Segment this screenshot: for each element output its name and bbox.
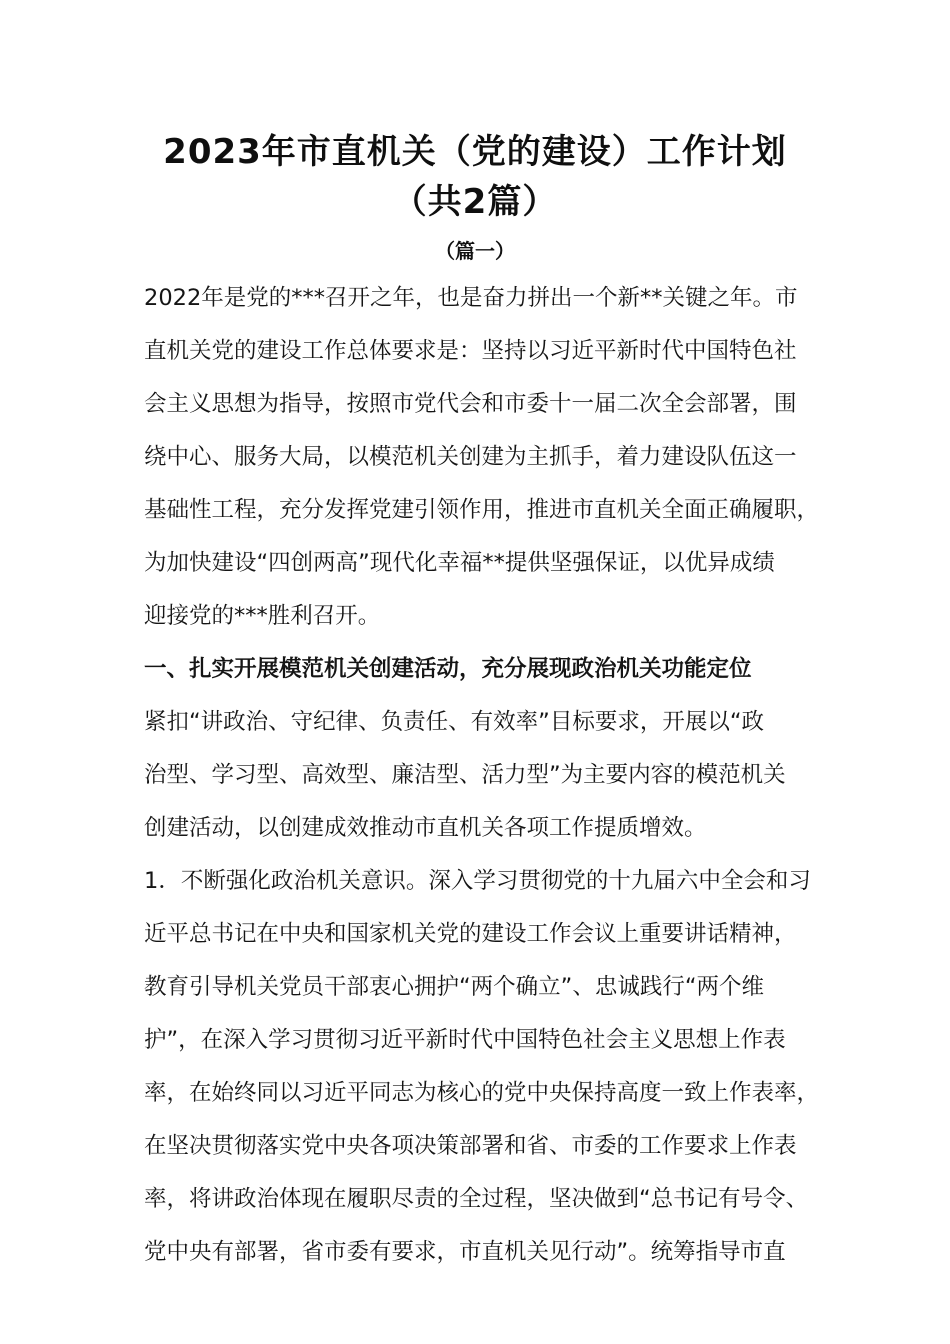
- paragraph-line: 2022年是党的***召开之年，也是奋力拼出一个新**关键之年。市: [144, 285, 798, 311]
- paragraph-line: 会主义思想为指导，按照市党代会和市委十一届二次全会部署，围: [144, 391, 797, 417]
- paragraph-line: 创建活动，以创建成效推动市直机关各项工作提质增效。: [144, 815, 707, 841]
- document-title-line-1: 2023年市直机关（党的建设）工作计划: [163, 132, 787, 172]
- paragraph-line: 为加快建设“四创两高”现代化幸福**提供坚强保证，以优异成绩: [144, 550, 775, 576]
- paragraph-line: 教育引导机关党员干部衷心拥护“两个确立”、忠诚践行“两个维: [144, 974, 764, 1000]
- body-text: [144, 272, 820, 1279]
- paragraph-line: 率，将讲政治体现在履职尽责的全过程，坚决做到“总书记有号令、: [144, 1186, 809, 1212]
- paragraph-line: 治型、学习型、高效型、廉洁型、活力型”为主要内容的模范机关: [144, 762, 786, 788]
- paragraph-line: 直机关党的建设工作总体要求是：坚持以习近平新时代中国特色社: [144, 338, 797, 364]
- paragraph-line: 护”，在深入学习贯彻习近平新时代中国特色社会主义思想上作表: [144, 1027, 786, 1053]
- paragraph-line: 率，在始终同以习近平同志为核心的党中央保持高度一致上作表率，: [144, 1080, 820, 1106]
- paragraph-line: 紧扣“讲政治、守纪律、负责任、有效率”目标要求，开展以“政: [144, 709, 764, 735]
- document-title-line-2: （共2篇）: [392, 182, 558, 222]
- paragraph-line: 绕中心、服务大局，以模范机关创建为主抓手，着力建设队伍这一: [144, 444, 797, 470]
- paragraph-line: 1．不断强化政治机关意识。深入学习贯彻党的十九届六中全会和习: [144, 868, 811, 894]
- section-subtitle: （篇一）: [435, 239, 515, 263]
- paragraph-line: 党中央有部署，省市委有要求，市直机关见行动”。统筹指导市直: [144, 1239, 786, 1265]
- paragraph-line: 迎接党的***胜利召开。: [144, 603, 381, 629]
- paragraph-line: 近平总书记在中央和国家机关党的建设工作会议上重要讲话精神，: [144, 921, 797, 947]
- section-heading: 一、扎实开展模范机关创建活动，充分展现政治机关功能定位: [144, 656, 752, 682]
- paragraph-line: 基础性工程，充分发挥党建引领作用，推进市直机关全面正确履职，: [144, 497, 820, 523]
- paragraph-line: 在坚决贯彻落实党中央各项决策部署和省、市委的工作要求上作表: [144, 1133, 797, 1159]
